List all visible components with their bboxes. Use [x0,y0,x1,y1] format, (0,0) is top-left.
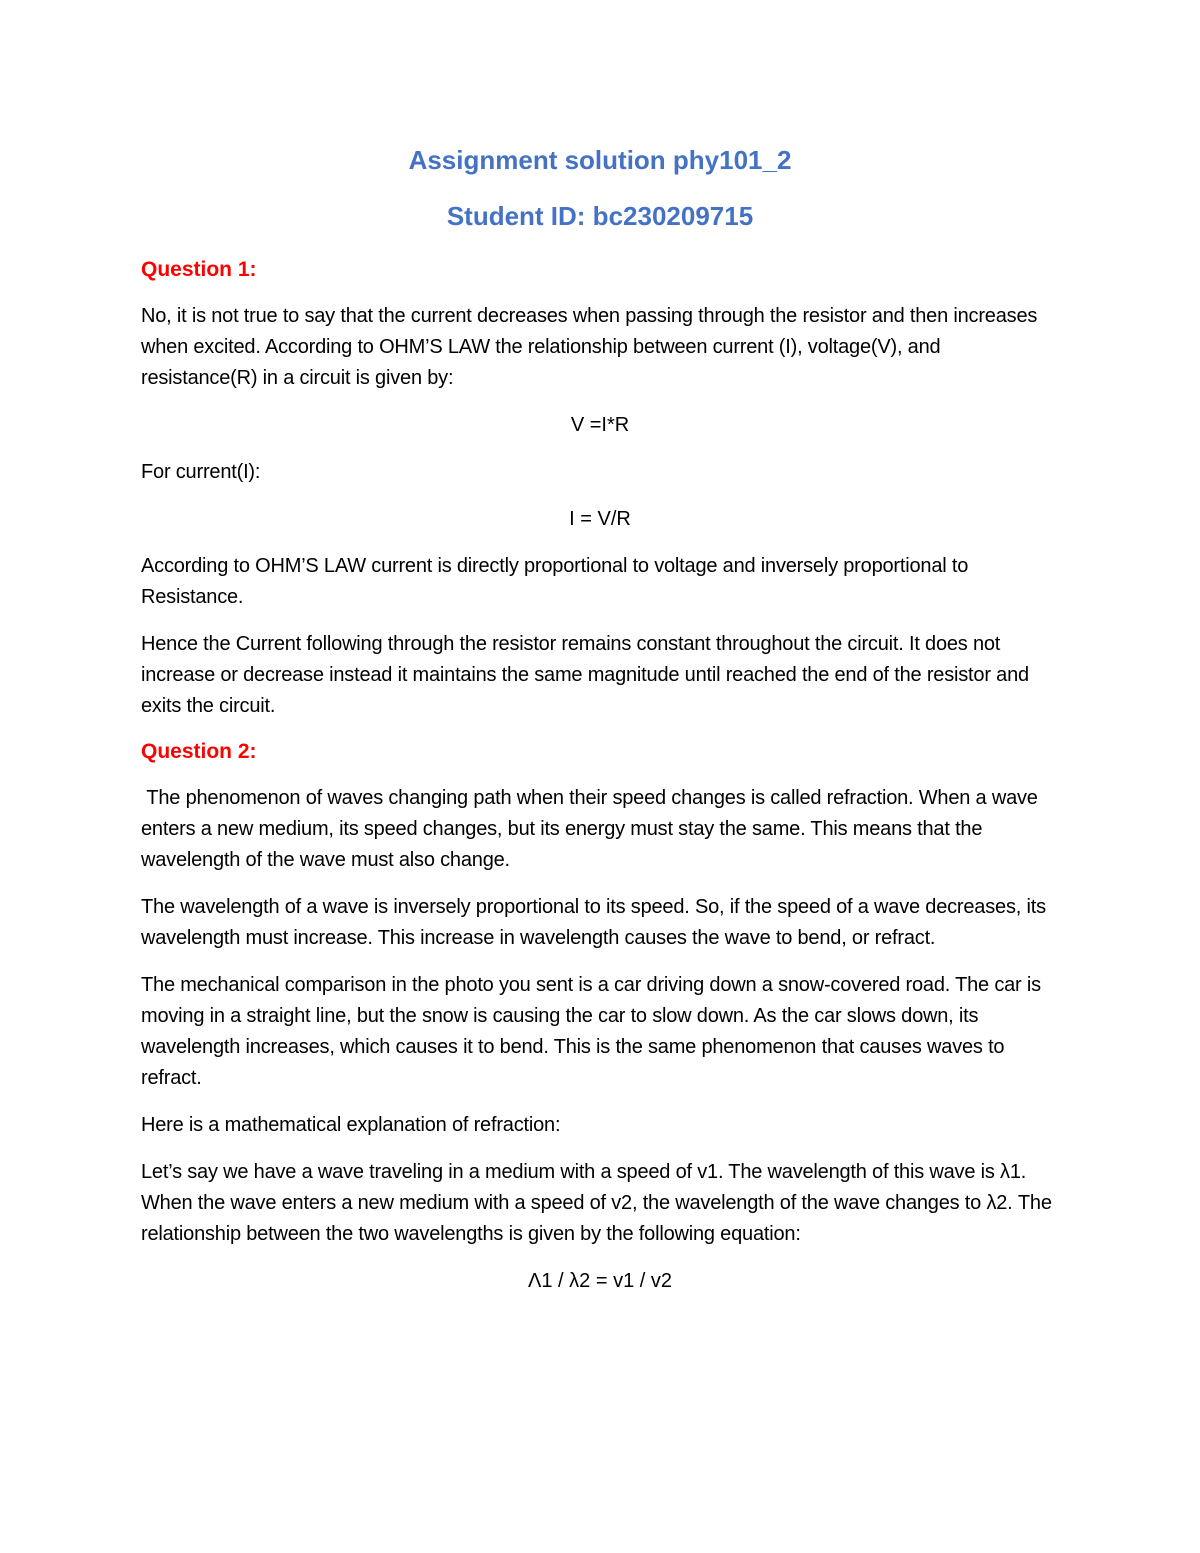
student-id: Student ID: bc230209715 [446,201,754,231]
q2-paragraph-1: The phenomenon of waves changing path when their speed changes is called refraction. When a wave enters a new medium, its speed changes, but its energy must stay the same. This means that the wavelength of the wave must also change. [141,787,1044,871]
q1-paragraph-1: No, it is not true to say that the current decreases when passing through the resistor and then increases when excited. According to OHM’S LAW the relationship between current (I), voltage(V), and resistance(R) in a circuit is given by: [141,305,1038,389]
q1-paragraph-3: According to OHM’S LAW current is directly proportional to voltage and inversely proportional to Resistance. [141,555,969,608]
q1-equation-current: I = V/R [569,508,631,530]
q2-paragraph-4: Here is a mathematical explanation of refraction: [141,1114,561,1136]
q1-paragraph-2: For current(I): [141,461,261,483]
q2-equation-wavelength: Λ1 / λ2 = v1 / v2 [528,1270,672,1292]
document-title: Assignment solution phy101_2 [408,145,792,175]
q1-paragraph-4: Hence the Current following through the resistor remains constant throughout the circuit. It does not increase or decrease instead it maintains the same magnitude until reached the end of the resistor and exits the circuit. [141,633,1029,717]
q2-paragraph-2: The wavelength of a wave is inversely proportional to its speed. So, if the speed of a wave decreases, its wavelength must increase. This increase in wavelength causes the wave to bend, or refract. [141,896,1046,949]
question-1-heading: Question 1: [141,258,257,281]
q2-paragraph-3: The mechanical comparison in the photo you sent is a car driving down a snow-covered road. The car is moving in a straight line, but the snow is causing the car to slow down. As the car slows down, its wavelength increases, which causes it to bend. This is the same phenomenon that causes waves to refract. [141,974,1041,1089]
question-2-heading: Question 2: [141,740,257,763]
q1-equation-ohms-law: V =I*R [570,414,630,436]
q2-paragraph-5: Let’s say we have a wave traveling in a medium with a speed of v1. The wavelength of this wave is λ1. When the wave enters a new medium with a speed of v2, the wavelength of the wave changes to λ2. The relationship between the two wavelengths is given by the following equation: [141,1161,1052,1245]
